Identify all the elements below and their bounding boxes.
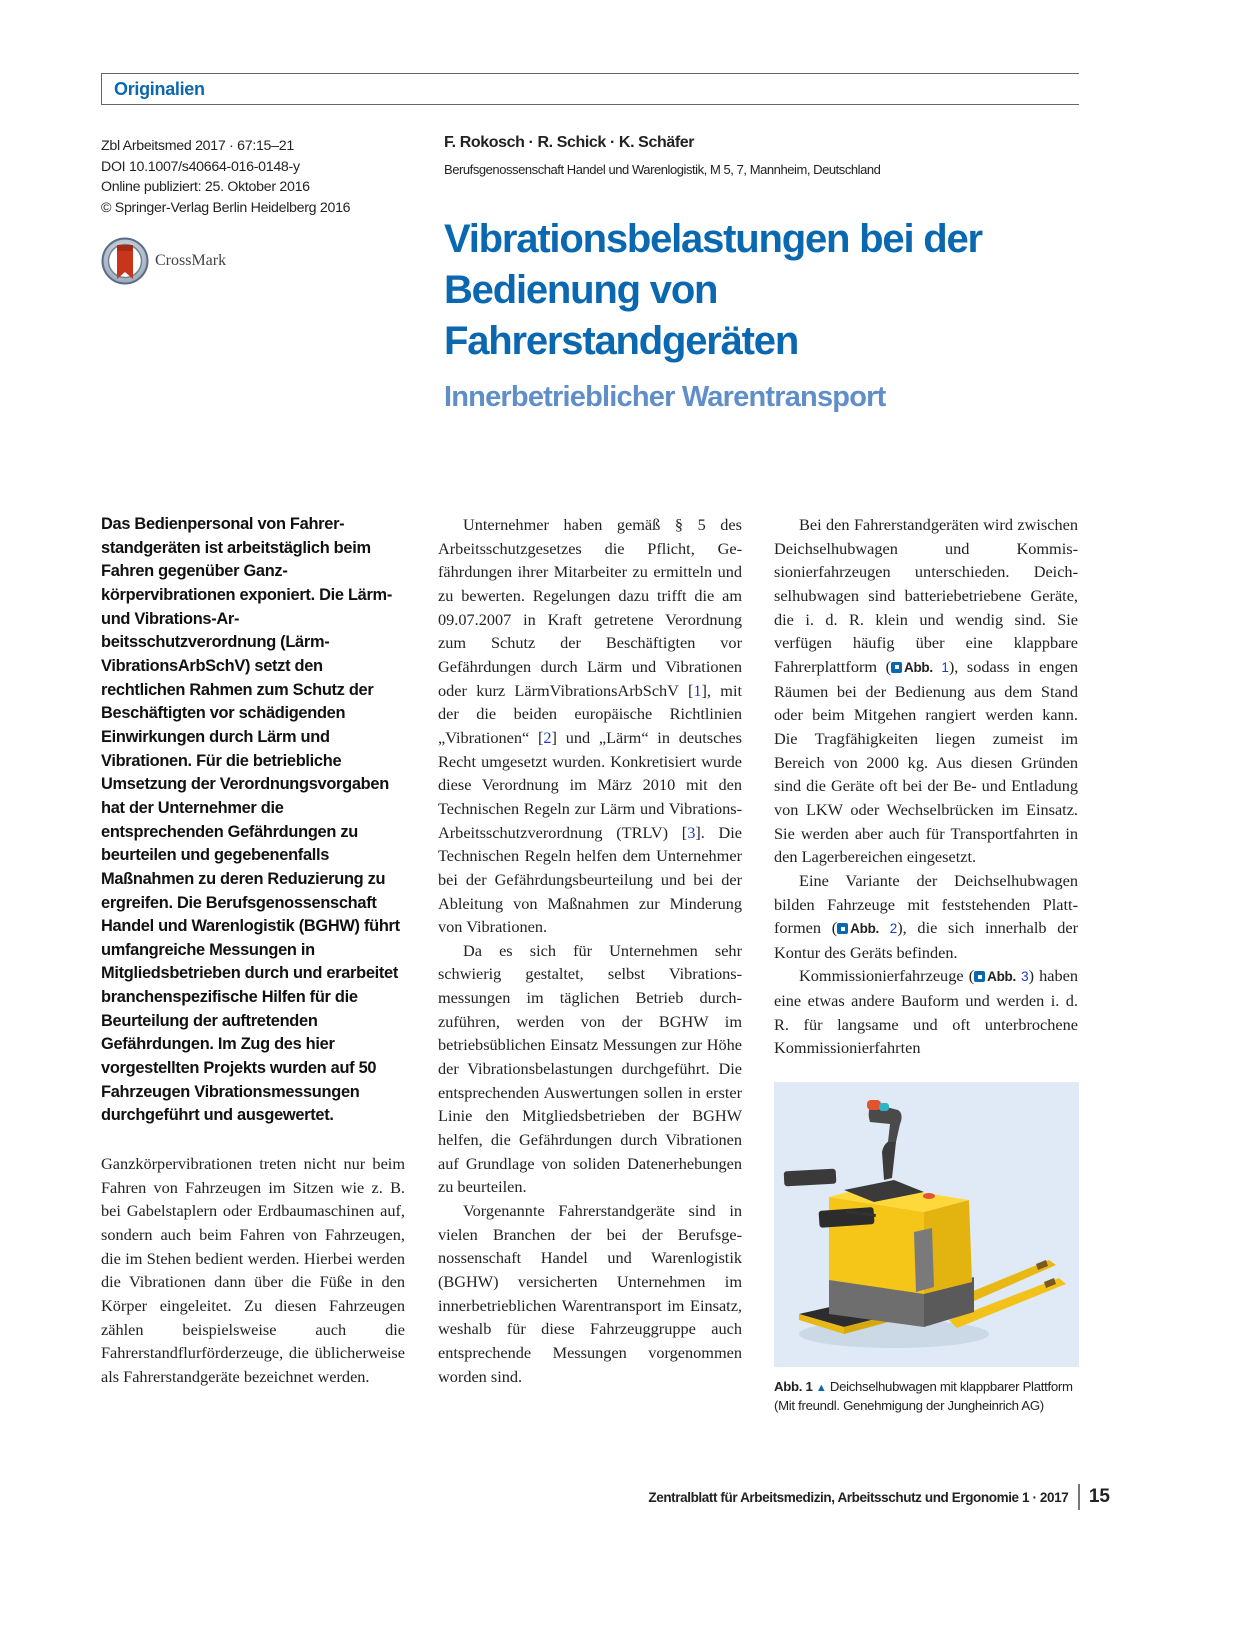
- crossmark-badge[interactable]: [101, 236, 226, 286]
- text-run: , mit der die beiden europäische Richtlinien „Vibrationen“: [438, 680, 742, 747]
- reference-link-1[interactable]: 1: [693, 680, 702, 700]
- caption-text: Deichselhubwagen mit klappbarer Plattform (Mit freundl. Genehmigung der Jungheinrich AG): [774, 1379, 1073, 1414]
- text-run: Kommissionierfahrzeuge (: [799, 966, 975, 986]
- figure-link-1[interactable]: [891, 657, 949, 676]
- body-column-2: [438, 513, 742, 1388]
- footer-journal: Zentralblatt für Arbeitsmedizin, Arbeitsschutz und Ergonomie 1 · 2017: [648, 1489, 1069, 1505]
- tiller-cyan-grip: [879, 1103, 889, 1111]
- abstract: [101, 513, 405, 1128]
- page-number: 15: [1088, 1486, 1110, 1507]
- article-subtitle: Innerbetrieblicher Warentransport: [444, 381, 886, 413]
- tiller-red-button: [867, 1100, 881, 1110]
- armrest-back: [784, 1169, 837, 1187]
- text-run: ) haben eine etwas andere Bauform und werden i. d. R. für langsame und oft unterbrochene Kommissionierfahrten: [774, 966, 1079, 1058]
- paragraph: Ganzkörpervibrationen treten nicht nur beim Fahren von Fahrzeugen im Sitzen wie z. B. bei Gabelstaplern oder Erdbaumaschinen auf, sondern auch beim Fahren von Fahrzeugen, die im Stehen bedient werden. Hierbei werden die Vibrationen dann über die Füße in den Körper eingeleitet. Zu diesen Fahrzeugen zählen beispielsweise auch die Fahrerstandflurförderzeuge, die üblicherweise als Fahrerstandgeräte bezeichnet werden.: [101, 1154, 405, 1386]
- crossmark-icon: [101, 237, 149, 285]
- column-3: [774, 513, 1078, 1415]
- column-1: [101, 513, 405, 1389]
- abstract-text: Das Bedienpersonal von Fahrerstandgeräten ist arbeitstäglich beim Fahren gegenüber Ganzkörpervibrationen exponiert. Die Lärm- und Vibrations-Arbeitsschutzverordnung (Lärm-VibrationsArbSchV) setzt den rechtlichen Rahmen zum Schutz der Beschäftigten vor schädigenden Einwirkungen durch Lärm und Vibrationen. Für die betriebliche Umsetzung der Verordnungsvorgaben hat der Unternehmer die entsprechenden Gefährdungen zu beurteilen und gegebenenfalls Maßnahmen zu deren Reduzierung zu ergreifen. Die Berufsgenossenschaft Handel und Warenlogistik (BGHW) führt umfangreiche Messungen in Mitgliedsbetrieben durch und erarbeitet branchenspezifische Hilfen für die Beurteilung der auftretenden Gefährdungen. Im Zug des hier vorgestellten Projekts wurden auf 50 Fahrzeugen Vibrationsmessungen durchgeführt und ausgewertet.: [101, 515, 400, 1125]
- doi-line[interactable]: DOI 10.1007/s40664-016-0148-y: [101, 158, 300, 175]
- paragraph: [774, 964, 1078, 1060]
- section-label: Originalien: [114, 79, 205, 99]
- reference-link-2[interactable]: 2: [543, 727, 552, 747]
- paragraph: Da es sich für Unternehmen sehr schwierig gestaltet, selbst Vibrationsmessungen im täglichen Betrieb durchzuführen, werden von der BGHW im betriebsüblichen Einsatz Messungen zur Höhe der Vibrationsbelastungen durchgeführt. Die entsprechenden Auswertungen sollen in erster Linie den Mitgliedsbetrieben der BGHW helfen, die Gefährdungen durch Vibrationen auf Grundlage von soliden Datenerhebungen zu beurteilen.: [438, 940, 742, 1197]
- publication-date-line: Online publiziert: 25. Oktober 2016: [101, 179, 310, 195]
- figure-1-image: [774, 1082, 1079, 1367]
- figure-link-number: 2: [889, 921, 898, 937]
- text-run: . Die Technischen Regeln helfen dem Unternehmer bei der Gefährdungsbeurteilung und bei der Ableitung von Maßnahmen zur Minderung von Vibrationen.: [438, 822, 742, 937]
- figure-link-number: 3: [1021, 969, 1029, 985]
- tiller-arm: [882, 1140, 896, 1180]
- text-run: Eine Variante der Deichselhubwagen bilden Fahrzeuge mit feststehenden Plattformen (: [774, 870, 1078, 938]
- title-line: Fahrerstandgeräten: [444, 319, 799, 363]
- citation-meta: [101, 136, 350, 218]
- author-list: F. Rokosch · R. Schick · K. Schäfer: [444, 134, 695, 151]
- title-line: Bedienung von: [444, 268, 718, 312]
- citation-line: Zbl Arbeitsmed 2017 · 67:15–21: [101, 138, 294, 154]
- text-run: und „Lärm“ in deutsches Recht umgesetzt wurden. Konkretisiert wurde diese Verordnung im März 2010 mit den Technischen Regeln zur Lärm und Vibrations-Arbeitsschutzverordnung (TRLV): [438, 727, 743, 842]
- text-run: Unternehmer haben gemäß § 5 des Arbeitsschutzgesetzes die Pflicht, Gefährdungen ihrer Mitarbeiter zu ermitteln und zu bewerten. Regelungen dazu trifft die am 09.07.2007 in Kraft getretene Verordnung zum Schutz der Beschäftigten vor Gefährdungen durch Lärm und Vibrationen oder kurz LärmVibrationsArbSchV: [438, 515, 742, 700]
- text-run: ), die sich innerhalb der Kontur des Geräts befinden.: [774, 918, 1078, 962]
- pallet-truck-illustration: [774, 1082, 1079, 1367]
- paragraph: Unternehmer haben gemäß § 5 des Arbeitsschutzgesetzes die Pflicht, Gefährdungen ihrer Mitarbeiter zu ermitteln und zu bewerten. Regelungen dazu trifft die am 09.07.2007 in Kraft getretene Verordnung zum Schutz der Beschäftigten vor Gefährdungen durch Lärm und Vibrationen oder kurz LärmVibrationsArbSchV [1], mit der die beiden europäische Richtlinien „Vibrationen“ [2] und „Lärm“ in deutsches Recht umgesetzt wurden. Konkretisiert wurde diese Verordnung im März 2010 mit den Technischen Regeln zur Lärm und Vibrations-Arbeitsschutzverordnung (TRLV) [3]. Die Technischen Regeln helfen dem Unternehmer bei der Gefährdungsbeurteilung und bei der Ableitung von Maßnahmen zur Minderung von Vibrationen.: [438, 515, 743, 937]
- section-header: [101, 73, 1079, 105]
- body-column-3: [774, 513, 1078, 1060]
- figure-marker-icon: [837, 923, 848, 934]
- paragraph: [774, 513, 1078, 869]
- text-run: ), sodass in engen Räumen bei der Bedienung aus dem Stand oder beim Mitgehen rangiert werden kann. Die Tragfähigkeiten liegen zumeist im Bereich von 2000 kg. Aus diesen Gründen sind die Geräte oft bei der Be- und Entladung von LKW oder Wechselbrücken im Einsatz. Sie werden aber auch für Transportfahrten in den Lagerbereichen eingesetzt.: [774, 656, 1078, 867]
- footer-divider: [1078, 1484, 1080, 1510]
- reference-link-3[interactable]: 3: [687, 822, 696, 842]
- triangle-up-icon: ▲: [815, 1382, 827, 1395]
- figure-marker-icon: [974, 971, 985, 982]
- title-line: Vibrationsbelastungen bei der: [444, 217, 982, 261]
- footer: [648, 1484, 1110, 1510]
- figure-link-label: Abb.: [987, 969, 1016, 985]
- article-header: [444, 133, 1084, 414]
- crossmark-label: CrossMark: [155, 252, 227, 269]
- body-column-1: [101, 1152, 405, 1389]
- article-title: [444, 214, 1084, 367]
- paragraph: [774, 869, 1078, 965]
- affiliation: Berufsgenossenschaft Handel und Warenlogistik, M 5, 7, Mannheim, Deutschland: [444, 162, 881, 177]
- caption-label: Abb. 1: [774, 1379, 813, 1395]
- text-run: Bei den Fahrerstandgeräten wird zwischen Deichselhubwagen und Kommissionierfahrzeugen unterschieden. Deichselhubwagen sind batteriebetriebene Geräte, die i. d. R. klein und wendig sind. Sie verfügen häufig über eine klappbare Fahrerplattform (: [774, 515, 1078, 676]
- figure-1-caption: [774, 1378, 1079, 1415]
- side-panel: [914, 1228, 934, 1292]
- copyright-line: © Springer-Verlag Berlin Heidelberg 2016: [101, 199, 351, 216]
- figure-marker-icon: [891, 662, 902, 673]
- figure-link-2[interactable]: [837, 918, 897, 937]
- paragraph: Vorgenannte Fahrerstandgeräte sind in vielen Branchen der bei der Berufsgenossenschaft Handel und Warenlogistik (BGHW) versicherten Unternehmen im innerbetrieblichen Warentransport im Einsatz, weshalb für diese Fahrzeuggruppe auch entsprechende Messungen vorgenommen worden sind.: [438, 1201, 742, 1386]
- figure-link-number: 1: [941, 659, 949, 675]
- control-button: [923, 1193, 935, 1199]
- figure-link-label: Abb.: [850, 921, 879, 937]
- figure-link-label: Abb.: [904, 659, 933, 675]
- figure-link-3[interactable]: [974, 966, 1028, 985]
